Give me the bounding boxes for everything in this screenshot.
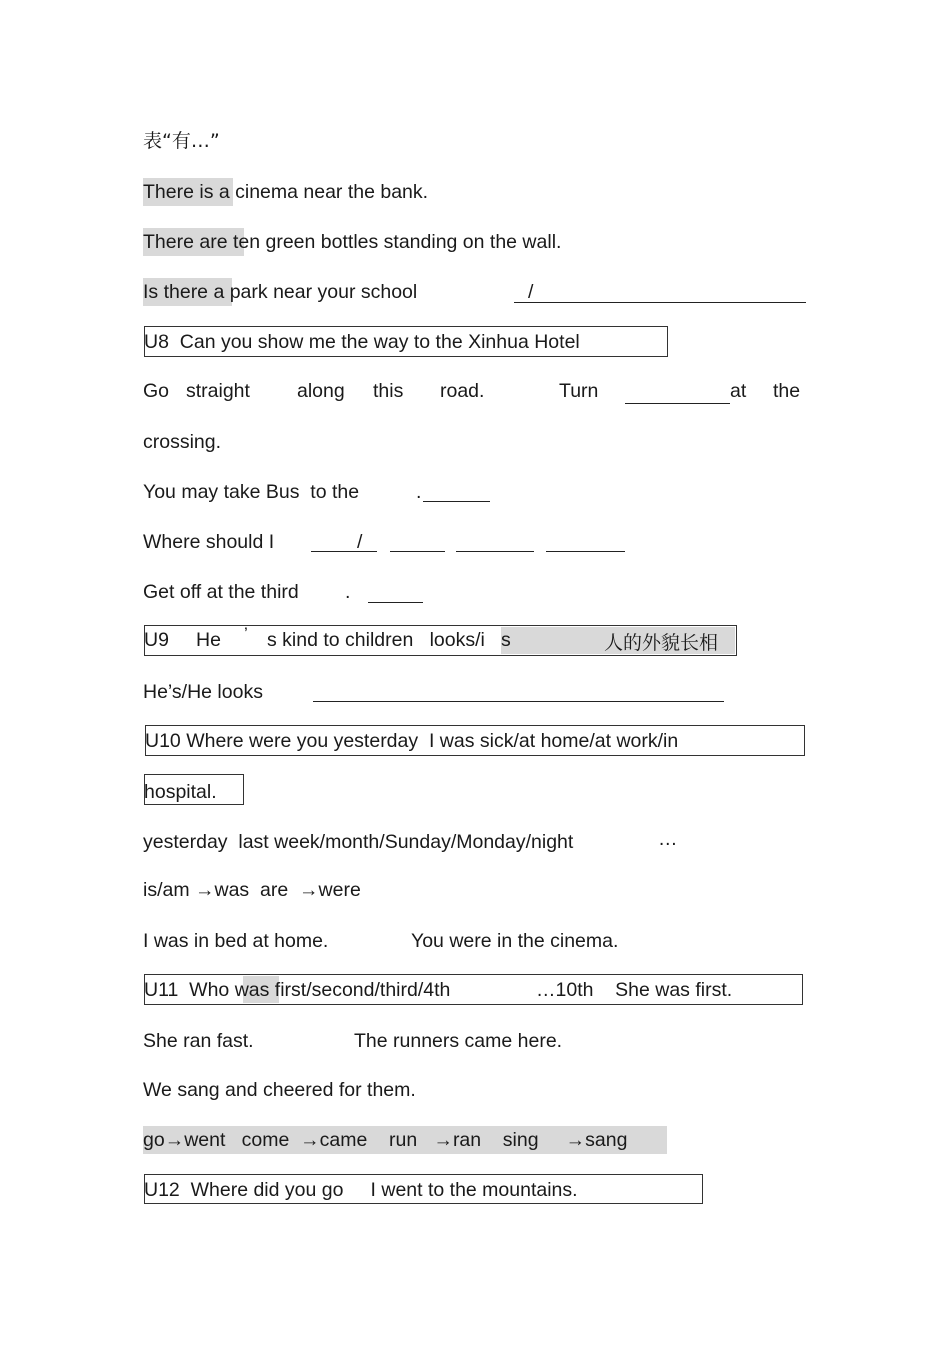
- u8-getoff-sentence: Get off at the third: [143, 581, 299, 603]
- u11-example-1: She ran fast.: [143, 1030, 254, 1052]
- where-blank-4[interactable]: [546, 550, 625, 552]
- u9-heading-s: s: [501, 629, 511, 651]
- where-slash: /: [357, 531, 363, 553]
- sentence-rest: cinema near the bank.: [229, 181, 429, 203]
- where-blank-1[interactable]: [311, 550, 377, 552]
- sentence-highlight: There are t: [143, 231, 239, 253]
- u10-yesterday-line: yesterday last week/month/Sunday/Monday/night: [143, 831, 574, 853]
- u8-word: at: [730, 380, 747, 402]
- getoff-dot: .: [345, 581, 351, 603]
- looks-blank[interactable]: [313, 700, 724, 702]
- u8-word: along: [297, 380, 345, 402]
- u8-word: Go: [143, 380, 170, 402]
- u8-word: road.: [440, 380, 485, 402]
- sentence-there-is: [143, 178, 428, 206]
- u11-verb-forms: go→went come →came run →ran sing →sang: [143, 1129, 628, 1151]
- u9-heading: U9 He: [144, 629, 221, 651]
- u10-example-1: I was in bed at home.: [143, 930, 329, 952]
- u8-where-sentence: Where should I: [143, 531, 275, 553]
- u9-apostrophe: ’: [244, 624, 248, 643]
- u9-looks-sentence: He’s/He looks: [143, 681, 263, 703]
- answer-slash: /: [528, 281, 534, 303]
- u9-heading-rest: s kind to children looks/i: [267, 629, 485, 651]
- u8-word: this: [373, 380, 404, 402]
- u10-heading-line-2: hospital.: [144, 781, 217, 803]
- sentence-there-are: [143, 228, 561, 256]
- where-blank-2[interactable]: [390, 550, 445, 552]
- u8-word: Turn: [559, 380, 599, 402]
- u10-heading-line-1: U10 Where were you yesterday I was sick/at home/at work/in: [145, 730, 679, 752]
- u8-word: the: [773, 380, 801, 402]
- intro-title: 表“有…”: [143, 130, 220, 152]
- u12-heading: U12 Where did you go I went to the mountains.: [144, 1179, 578, 1201]
- sentence-highlight: There is a: [143, 181, 230, 203]
- sentence-is-there: [143, 278, 417, 306]
- u10-verb-forms: is/am →was are →were: [143, 879, 361, 901]
- u11-heading-end: …10th She was first.: [536, 979, 733, 1001]
- u11-heading-was: was: [234, 979, 270, 1001]
- u8-crossing: crossing.: [143, 431, 222, 453]
- u11-example-2: The runners came here.: [354, 1030, 563, 1052]
- u8-word: straight: [186, 380, 250, 402]
- u11-heading-part: U11 Who: [144, 979, 235, 1001]
- u11-heading: [144, 976, 450, 1004]
- u8-heading: U8 Can you show me the way to the Xinhua Hotel: [144, 331, 580, 353]
- answer-blank[interactable]: [514, 301, 806, 303]
- sentence-rest: en green bottles standing on the wall.: [238, 231, 562, 253]
- bus-blank[interactable]: [423, 500, 490, 502]
- sentence-highlight: Is there a: [143, 281, 225, 303]
- bus-dot: .: [416, 481, 422, 503]
- u11-example-3: We sang and cheered for them.: [143, 1079, 416, 1101]
- u9-cjk-note: 人的外貌长相: [604, 632, 719, 654]
- turn-blank[interactable]: [625, 402, 730, 404]
- u10-example-2: You were in the cinema.: [411, 930, 619, 952]
- where-blank-3[interactable]: [456, 550, 534, 552]
- u11-heading-part: first/second/third/4th: [269, 979, 451, 1001]
- u8-bus-sentence: You may take Bus to the: [143, 481, 360, 503]
- getoff-blank[interactable]: [368, 601, 423, 603]
- sentence-rest: park near your school: [224, 281, 418, 303]
- u10-ellipsis: …: [658, 828, 678, 850]
